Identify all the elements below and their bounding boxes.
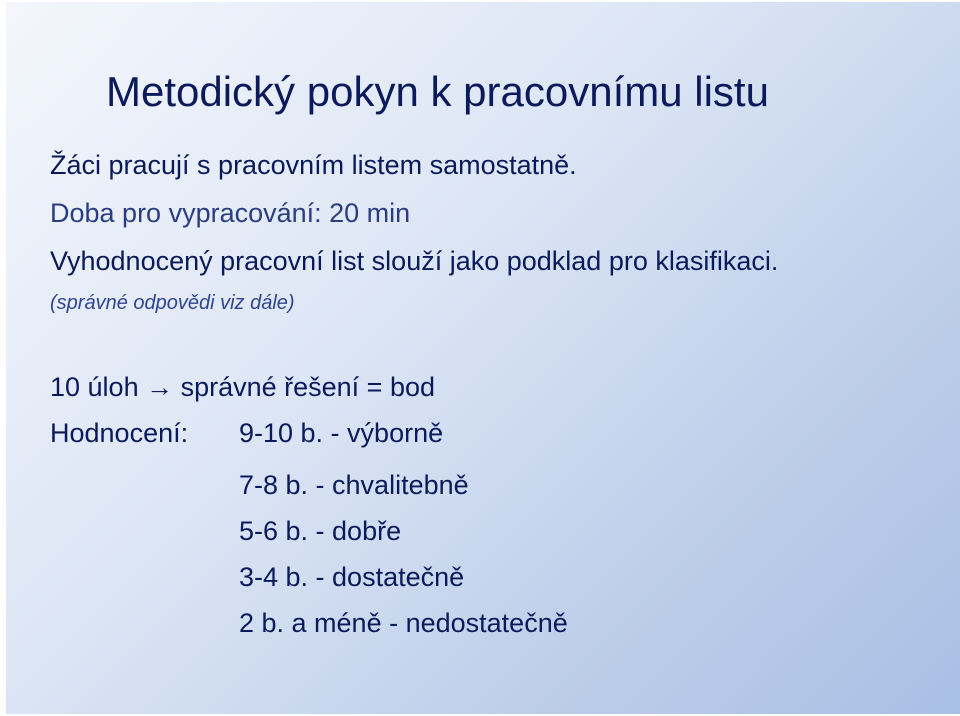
- grade-item: 7-8 b. - chvalitebně: [239, 470, 469, 500]
- slide: [6, 2, 960, 714]
- grade-item: 5-6 b. - dobře: [239, 516, 402, 546]
- grade-item: 3-4 b. - dostatečně: [239, 562, 465, 592]
- grade-item: 9-10 b. - výborně: [239, 418, 444, 448]
- answers-note: (správné odpovědi viz dále): [50, 292, 295, 314]
- grade-item: 2 b. a méně - nedostatečně: [239, 608, 568, 638]
- intro-line-students: Žáci pracují s pracovním listem samostatně.: [50, 150, 577, 180]
- intro-line-duration: Doba pro vypracování: 20 min: [50, 198, 411, 228]
- intro-line-evaluation: Vyhodnocený pracovní list slouží jako podklad pro klasifikaci.: [50, 246, 779, 276]
- grading-label: Hodnocení:: [50, 418, 189, 448]
- slide-title: Metodický pokyn k pracovnímu listu: [106, 68, 769, 115]
- grade-list: [239, 416, 568, 646]
- scoring-rule: 10 úloh → správné řešení = bod: [50, 372, 436, 402]
